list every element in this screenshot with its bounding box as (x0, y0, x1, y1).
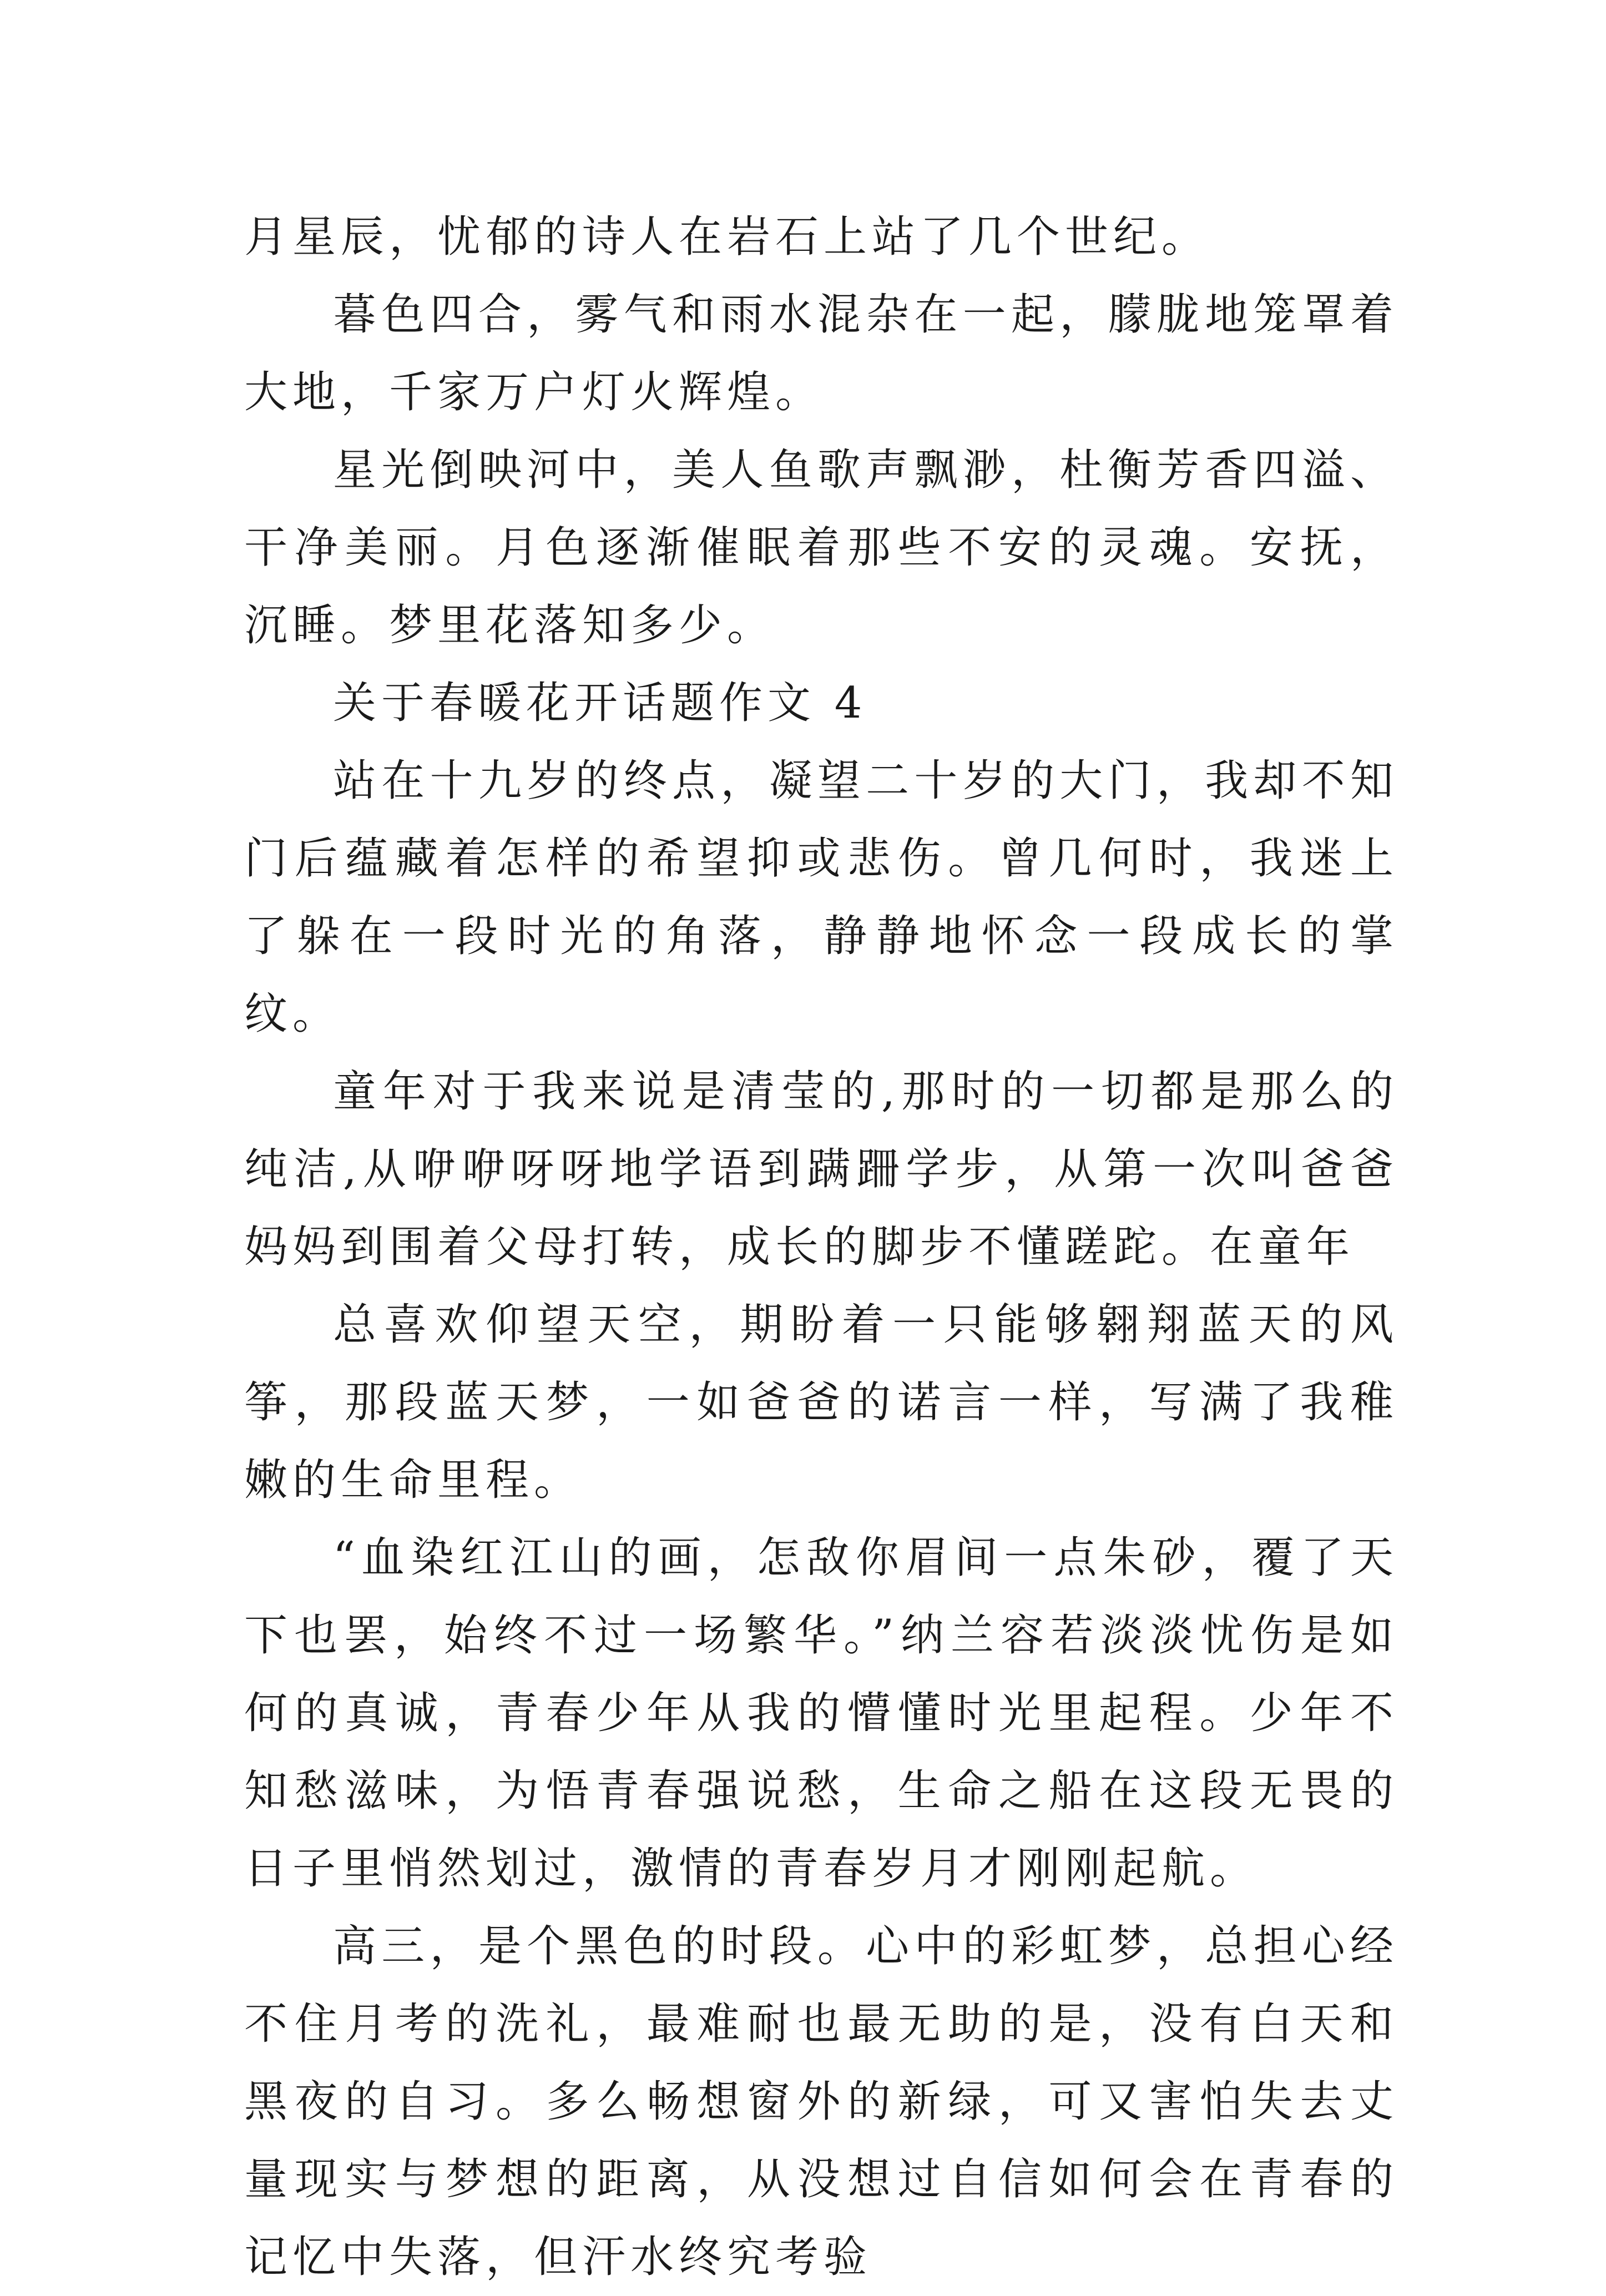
paragraph-9: 高三，是个黑色的时段。心中的彩虹梦，总担心经不住月考的洗礼，最难耐也最无助的是，没有白天和黑夜的自习。多么畅想窗外的新绿，可又害怕失去丈量现实与梦想的距离，从没想过自信如何会在青春的记忆中失落，但汗水终究考验 (244, 1921, 1398, 2282)
paragraph-5: 站在十九岁的终点，凝望二十岁的大门，我却不知门后蕴藏着怎样的希望抑或悲伤。曾几何时，我迷上了躲在一段时光的角落，静静地怀念一段成长的掌纹。 (244, 756, 1398, 1039)
paragraph-6: 童年对于我来说是清莹的,那时的一切都是那么的纯洁,从咿咿呀呀地学语到蹒跚学步，从第一次叫爸爸妈妈到围着父母打转，成长的脚步不懂蹉跎。在童年 (244, 1067, 1398, 1272)
paragraph-1: 月星辰，忧郁的诗人在岩石上站了几个世纪。 (244, 212, 1210, 262)
paragraph-3: 星光倒映河中，美人鱼歌声飘渺，杜衡芳香四溢、干净美丽。月色逐渐催眠着那些不安的灵魂。安抚，沉睡。梦里花落知多少。 (244, 445, 1398, 650)
section-heading: 关于春暖花开话题作文 4 (333, 678, 867, 728)
paragraph-8: “血染红江山的画，怎敌你眉间一点朱砂，覆了天下也罢，始终不过一场繁华。”纳兰容若淡淡忧伤是如何的真诚，青春少年从我的懵懂时光里起程。少年不知愁滋味，为悟青春强说愁，生命之船在这段无畏的日子里悄然划过，激情的青春岁月才刚刚起航。 (244, 1533, 1398, 1894)
paragraph-2: 暮色四合，雾气和雨水混杂在一起，朦胧地笼罩着大地，千家万户灯火辉煌。 (244, 290, 1398, 417)
paragraph-7: 总喜欢仰望天空，期盼着一只能够翱翔蓝天的风筝，那段蓝天梦，一如爸爸的诺言一样，写满了我稚嫩的生命里程。 (244, 1300, 1398, 1505)
document-body (244, 198, 1398, 2296)
